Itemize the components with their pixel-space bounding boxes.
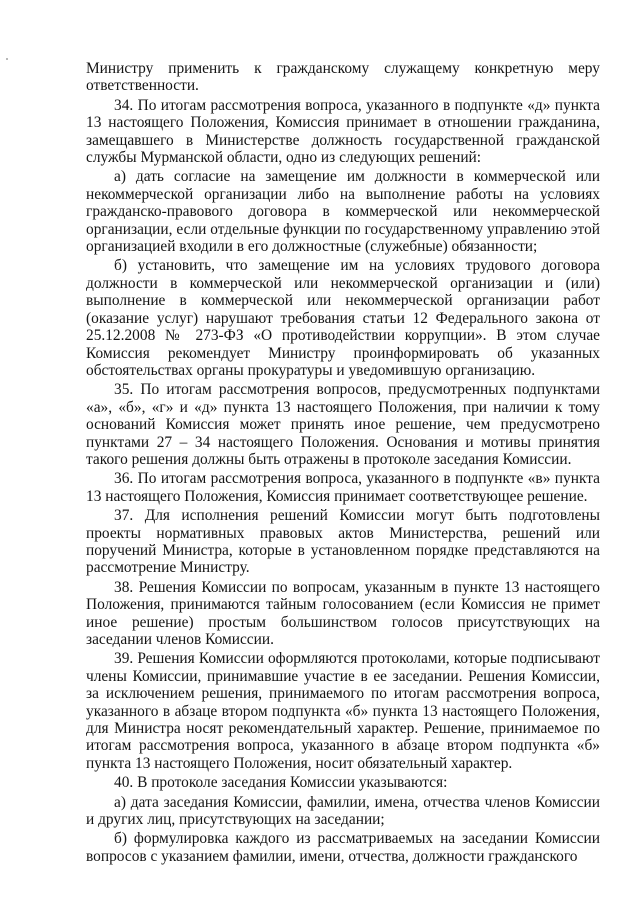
paragraph-item-40-a: а) дата заседания Комиссии, фамилии, имена, отчества членов Комиссии и других лиц, присутствующих на заседании; [86, 793, 600, 829]
paragraph-item-34: 34. По итогам рассмотрения вопроса, указанного в подпункте «д» пункта 13 настоящего Положения, Комиссия принимает в отношении гражданина, замещавшего в Министерстве должность государственной гражданской службы Мурманской области, одно из следующих решений: [86, 96, 600, 167]
paragraph-item-37: 37. Для исполнения решений Комиссии могут быть подготовлены проекты нормативных правовых актов Министерства, решений или поручений Министра, которые в установленном порядке представляются на рассмотрение Министру. [86, 507, 600, 577]
document-page [86, 60, 600, 867]
paragraph-item-36: 36. По итогам рассмотрения вопроса, указанного в подпункте «в» пункта 13 настоящего Положения, Комиссия принимает соответствующее решение. [86, 470, 600, 505]
scan-artifact-dot [6, 58, 8, 60]
paragraph-item-39: 39. Решения Комиссии оформляются протоколами, которые подписывают члены Комиссии, принимавшие участие в ее заседании. Решения Комиссии, за исключением решения, принимаемого по итогам рассмотрения вопроса, указанного в абзаце втором подпункта «б» пункта 13 настоящего Положения, для Министра носят рекомендательный характер. Решение, принимаемое по итогам рассмотрения вопроса, указанного в абзаце втором подпункта «б» пункта 13 настоящего Положения, носит обязательный характер. [86, 650, 600, 772]
paragraph-item-34-a: а) дать согласие на замещение им должности в коммерческой или некоммерческой организации либо на выполнение работы на условиях гражданско-правового договора в коммерческой или некоммерческой организации, если отдельные функции по государственному управлению этой организацией входили в его должностные (служебные) обязанности; [86, 168, 600, 256]
paragraph-item-40-b: б) формулировка каждого из рассматриваемых на заседании Комиссии вопросов с указанием фамилии, имени, отчества, должности гражданского [86, 830, 600, 865]
paragraph-item-35: 35. По итогам рассмотрения вопросов, предусмотренных подпунктами «а», «б», «г» и «д» пункта 13 настоящего Положения, при наличии к тому оснований Комиссия может принять иное решение, чем предусмотрено пунктами 27 – 34 настоящего Положения. Основания и мотивы принятия такого решения должны быть отражены в протоколе заседания Комиссии. [86, 381, 600, 468]
paragraph-item-38: 38. Решения Комиссии по вопросам, указанным в пункте 13 настоящего Положения, принимаются тайным голосованием (если Комиссия не примет иное решение) простым большинством голосов присутствующих на заседании членов Комиссии. [86, 578, 600, 648]
paragraph-continuation: Министру применить к гражданскому служащему конкретную меру ответственности. [86, 60, 600, 95]
paragraph-item-34-b: б) установить, что замещение им на условиях трудового договора должности в коммерческой или некоммерческой организации и (или) выполнение в коммерческой или некоммерческой организации работ (оказание услуг) нарушают требования статьи 12 Федерального закона от 25.12.2008 № 273-ФЗ «О противодействии коррупции». В этом случае Комиссия рекомендует Министру проинформировать об указанных обстоятельствах органы прокуратуры и уведомившую организацию. [86, 257, 600, 379]
paragraph-item-40: 40. В протоколе заседания Комиссии указываются: [114, 774, 448, 792]
